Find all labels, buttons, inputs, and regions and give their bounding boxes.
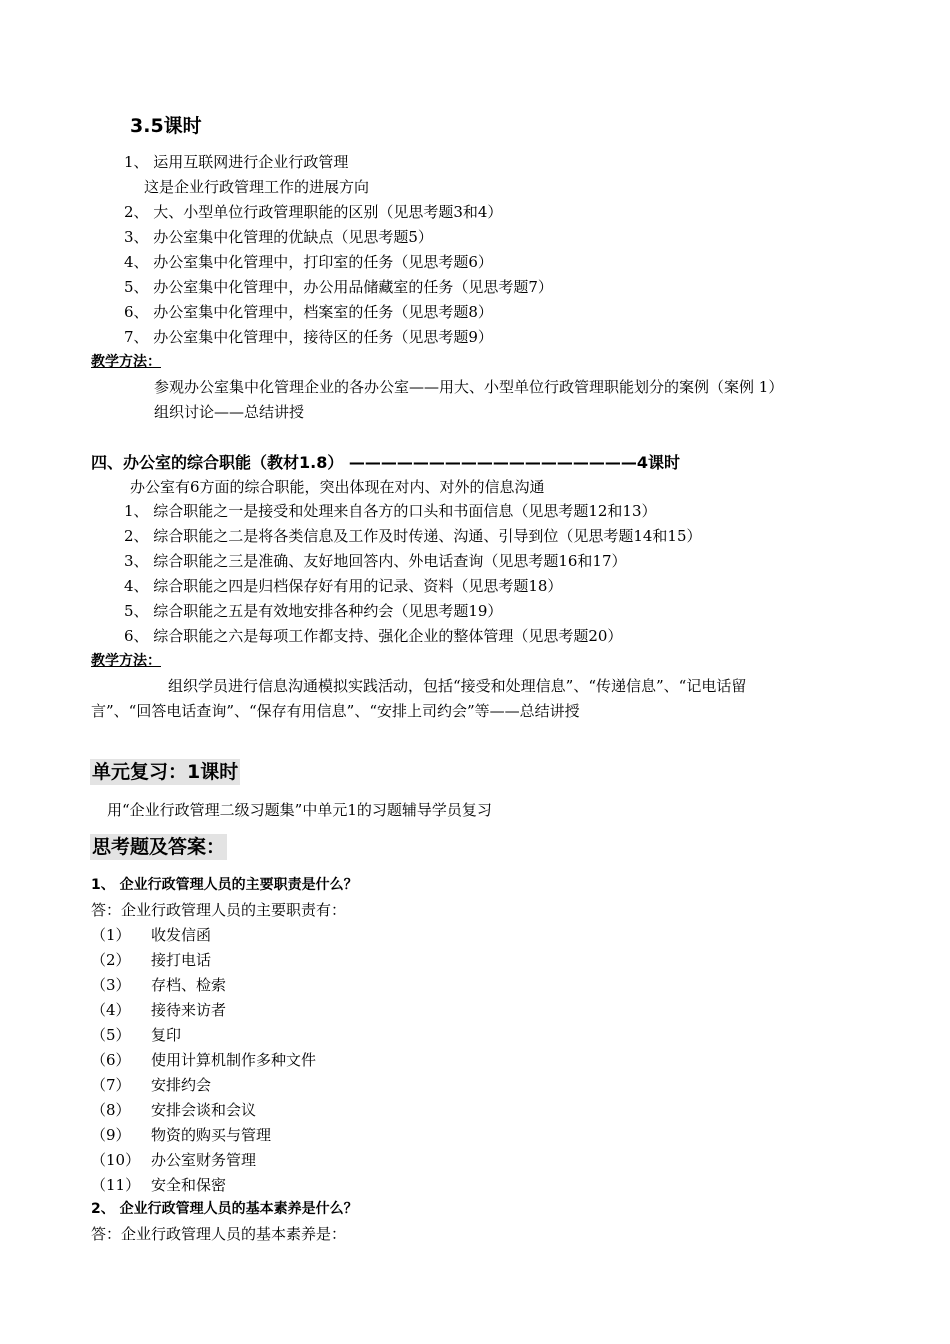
list-item: 1、 运用互联网进行企业行政管理 <box>124 153 349 171</box>
list-item: 6、 综合职能之六是每项工作都支持、强化企业的整体管理（见思考题20） <box>124 627 623 645</box>
answer-item-text: 存档、检索 <box>151 976 227 994</box>
list-item: 7、 办公室集中化管理中，接待区的任务（见思考题9） <box>124 328 493 346</box>
answer-item <box>91 975 226 995</box>
answer-item-number: （8） <box>91 1101 131 1119</box>
answer-item <box>91 1025 181 1045</box>
list-item: 1、 综合职能之一是接受和处理来自各方的口头和书面信息（见思考题12和13） <box>124 502 657 520</box>
answer-item-text: 复印 <box>151 1026 182 1044</box>
answer-item-number: （7） <box>91 1076 131 1094</box>
answer-item <box>91 1150 256 1170</box>
answer-item-number: （11） <box>91 1176 141 1194</box>
answer-item-number: （4） <box>91 1001 131 1019</box>
list-item: 6、 办公室集中化管理中，档案室的任务（见思考题8） <box>124 303 493 321</box>
unit-review-text: 用“企业行政管理二级习题集”中单元1的习题辅导学员复习 <box>107 801 492 819</box>
answer-item-number: （6） <box>91 1051 131 1069</box>
answer-1-intro: 答：企业行政管理人员的主要职责有： <box>91 901 347 919</box>
qa-heading: 思考题及答案： <box>92 836 226 858</box>
list-item: 5、 综合职能之五是有效地安排各种约会（见思考题19） <box>124 602 503 620</box>
answer-item-text: 安排约会 <box>151 1076 212 1094</box>
teaching-method-label: 教学方法： <box>91 653 161 669</box>
teaching-method-text: 组织学员进行信息沟通模拟实践活动，包括“接受和处理信息”、“传递信息”、“记电话留 <box>168 677 747 695</box>
list-item: 3、 办公室集中化管理的优缺点（见思考题5） <box>124 228 433 246</box>
list-item: 4、 办公室集中化管理中，打印室的任务（见思考题6） <box>124 253 493 271</box>
question-1: 1、 企业行政管理人员的主要职责是什么？ <box>91 877 358 893</box>
unit-review-heading: 单元复习：1课时 <box>92 761 239 783</box>
answer-item <box>91 1075 211 1095</box>
list-item: 3、 综合职能之三是准确、友好地回答内、外电话查询（见思考题16和17） <box>124 552 627 570</box>
list-item: 4、 综合职能之四是归档保存好有用的记录、资料（见思考题18） <box>124 577 563 595</box>
list-item-note: 这是企业行政管理工作的进展方向 <box>144 178 370 196</box>
answer-item-number: （9） <box>91 1126 131 1144</box>
answer-item-text: 接打电话 <box>151 951 212 969</box>
answer-2-intro: 答：企业行政管理人员的基本素养是： <box>91 1225 347 1243</box>
list-item: 2、 大、小型单位行政管理职能的区别（见思考题3和4） <box>124 203 503 221</box>
answer-item <box>91 1100 256 1120</box>
answer-item <box>91 1175 226 1195</box>
answer-item <box>91 925 211 945</box>
answer-item-number: （3） <box>91 976 131 994</box>
section-time-heading: 3.5课时 <box>130 115 202 137</box>
list-item: 5、 办公室集中化管理中，办公用品储藏室的任务（见思考题7） <box>124 278 553 296</box>
answer-item-text: 安排会谈和会议 <box>151 1101 257 1119</box>
answer-item-number: （2） <box>91 951 131 969</box>
section-intro: 办公室有6方面的综合职能，突出体现在对内、对外的信息沟通 <box>130 478 545 496</box>
answer-item-text: 物资的购买与管理 <box>151 1126 272 1144</box>
answer-item-text: 安全和保密 <box>151 1176 227 1194</box>
answer-item <box>91 1125 271 1145</box>
answer-item-number: （5） <box>91 1026 131 1044</box>
section-heading: 四、办公室的综合职能（教材1.8） ——————————————————4课时 <box>91 453 681 472</box>
answer-item <box>91 1000 226 1020</box>
answer-item <box>91 1050 316 1070</box>
answer-item-number: （1） <box>91 926 131 944</box>
teaching-method-text: 组织讨论——总结讲授 <box>154 403 305 421</box>
teaching-method-text: 言”、“回答电话查询”、“保存有用信息”、“安排上司约会”等——总结讲授 <box>91 702 580 720</box>
answer-item-text: 收发信函 <box>151 926 212 944</box>
answer-item-text: 办公室财务管理 <box>151 1151 257 1169</box>
answer-item-text: 接待来访者 <box>151 1001 227 1019</box>
question-2: 2、 企业行政管理人员的基本素养是什么？ <box>91 1201 358 1217</box>
list-item: 2、 综合职能之二是将各类信息及工作及时传递、沟通、引导到位（见思考题14和15） <box>124 527 702 545</box>
answer-item-number: （10） <box>91 1151 141 1169</box>
answer-item <box>91 950 211 970</box>
teaching-method-label: 教学方法： <box>91 354 161 370</box>
answer-item-text: 使用计算机制作多种文件 <box>151 1051 317 1069</box>
teaching-method-text: 参观办公室集中化管理企业的各办公室——用大、小型单位行政管理职能划分的案例（案例 1） <box>154 378 784 396</box>
